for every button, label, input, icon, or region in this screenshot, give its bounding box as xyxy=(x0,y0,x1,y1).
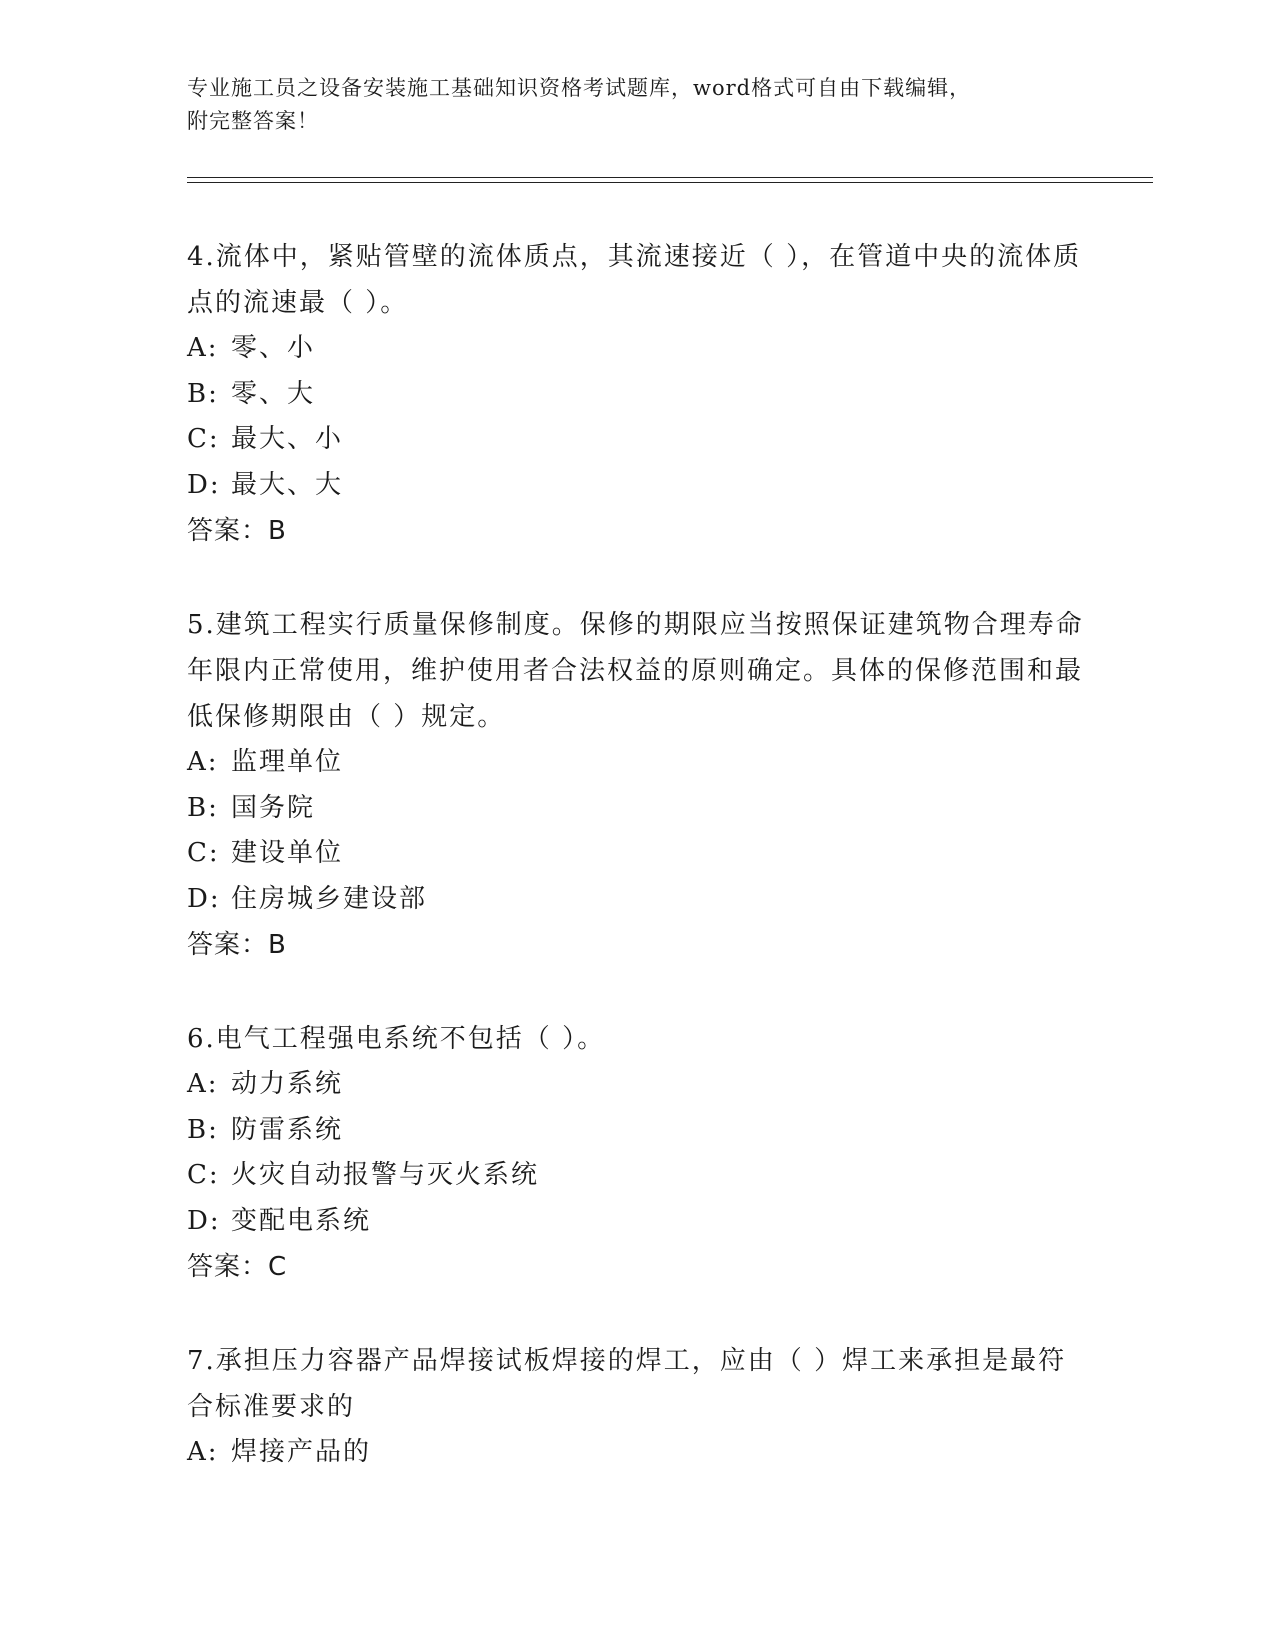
option-letter: C: xyxy=(187,1160,220,1190)
option-text: 监理单位 xyxy=(231,747,344,777)
option-a xyxy=(187,1062,1087,1108)
option-letter: B: xyxy=(187,792,219,823)
question-stem: 5.建筑工程实行质量保修制度。保修的期限应当按照保证建筑物合理寿命年限内正常使用，维护使用者合法权益的原则确定。具体的保修范围和最低保修期限由（ ）规定。 xyxy=(187,610,1084,732)
option-text: 防雷系统 xyxy=(231,1114,344,1145)
option-letter: B: xyxy=(187,1114,219,1145)
question-stem: 6.电气工程强电系统不包括（ ）。 xyxy=(187,1024,606,1054)
question-item xyxy=(187,602,1087,968)
header-line-2: 附完整答案！ xyxy=(187,109,319,133)
question-stem: 4.流体中，紧贴管壁的流体质点，其流速接近（ ），在管道中央的流体质点的流速最（ ）。 xyxy=(187,242,1082,318)
option-letter: D: xyxy=(187,883,221,914)
question-stem: 7.承担压力容器产品焊接试板焊接的焊工，应由（ ）焊工来承担是最符合标准要求的 xyxy=(187,1346,1067,1422)
answer-label: 答案：B xyxy=(187,930,287,960)
question-list xyxy=(187,234,1087,1524)
option-text: 零、小 xyxy=(231,333,316,363)
answer-label: 答案：C xyxy=(187,1252,288,1282)
option-letter: D: xyxy=(187,469,221,500)
option-text: 国务院 xyxy=(231,792,316,823)
option-letter: A: xyxy=(187,333,219,363)
option-text: 最大、大 xyxy=(231,469,344,500)
header-divider-bottom xyxy=(187,182,1153,183)
option-c xyxy=(187,831,1087,877)
option-d xyxy=(187,877,1087,923)
option-letter: A: xyxy=(187,1437,219,1467)
document-header xyxy=(187,72,1067,138)
header-line-1: 专业施工员之设备安装施工基础知识资格考试题库，word格式可自由下载编辑， xyxy=(187,76,972,100)
question-item xyxy=(187,1338,1087,1476)
option-a xyxy=(187,740,1087,786)
option-text: 最大、小 xyxy=(231,424,344,454)
option-b xyxy=(187,786,1087,832)
option-text: 变配电系统 xyxy=(231,1205,372,1236)
option-text: 建设单位 xyxy=(231,838,344,868)
option-c xyxy=(187,1153,1087,1199)
option-b xyxy=(187,1108,1087,1154)
option-d xyxy=(187,1199,1087,1245)
question-item xyxy=(187,1016,1087,1290)
option-text: 火灾自动报警与灭火系统 xyxy=(231,1160,540,1190)
option-letter: D: xyxy=(187,1205,221,1236)
option-letter: B: xyxy=(187,378,219,409)
option-d xyxy=(187,463,1087,509)
option-c xyxy=(187,417,1087,463)
option-text: 零、大 xyxy=(231,378,316,409)
option-letter: A: xyxy=(187,1069,219,1099)
option-a xyxy=(187,1430,1087,1476)
option-letter: C: xyxy=(187,838,220,868)
option-letter: A: xyxy=(187,747,219,777)
option-b xyxy=(187,372,1087,418)
header-divider-top xyxy=(187,177,1153,178)
option-letter: C: xyxy=(187,424,220,454)
option-text: 住房城乡建设部 xyxy=(231,883,428,914)
option-a xyxy=(187,326,1087,372)
answer-label: 答案：B xyxy=(187,516,287,546)
question-item xyxy=(187,234,1087,554)
option-text: 动力系统 xyxy=(231,1069,344,1099)
option-text: 焊接产品的 xyxy=(231,1437,372,1467)
